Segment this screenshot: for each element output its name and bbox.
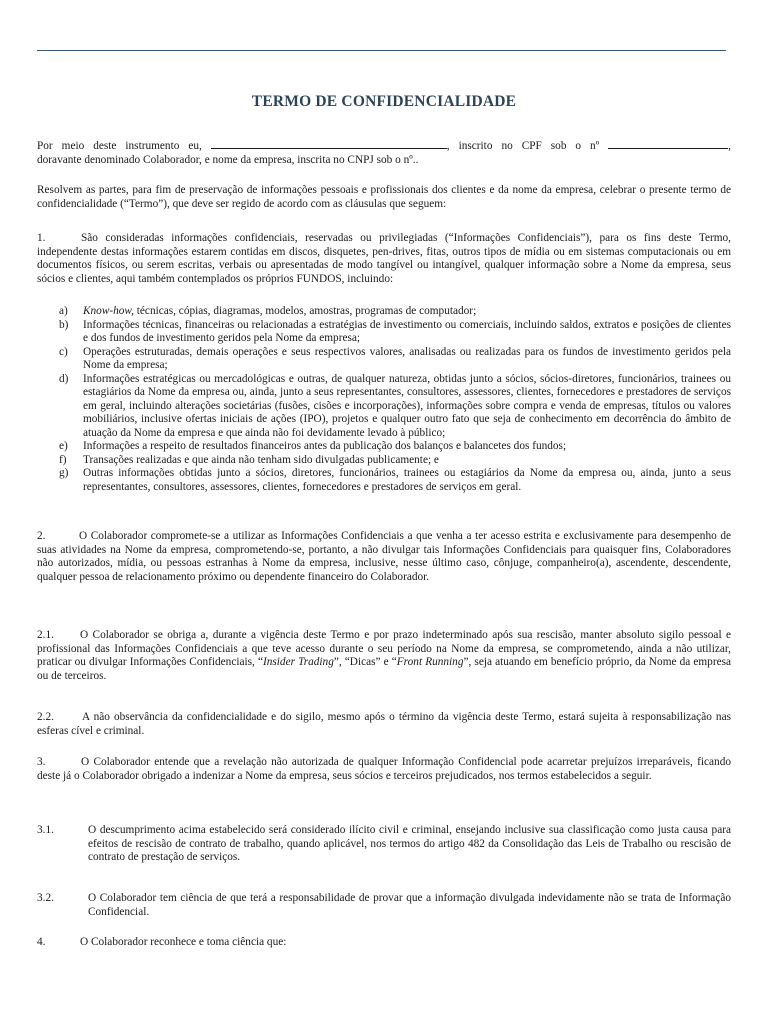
list-text-a: técnicas, cópias, diagramas, modelos, amostras, programas de computador;: [133, 305, 477, 317]
clause-4-text: O Colaborador reconhece e toma ciência que:: [80, 936, 287, 948]
list-marker-e: e): [59, 440, 68, 452]
clause-2-2: [37, 711, 731, 738]
clause-3-1-text: O descumprimento acima estabelecido será considerado ilícito civil e criminal, ensejando inclusive sua classificação como justa causa para efeitos de rescisão de contrato de trabalho, quando aplicável, nos termos do artigo 482 da Consolidação das Leis de Trabalho ou rescisão de contrato de prestação de serviços.: [88, 824, 731, 863]
clause-3: [37, 756, 731, 783]
clause-3-2-text: O Colaborador tem ciência de que terá a responsabilidade de provar que a informação divulgada indevidamente não se trata de Informação Confidencial.: [88, 892, 731, 918]
front-running-italic: Front Running: [396, 656, 464, 668]
intro-text-c: ,: [728, 140, 731, 152]
intro-text-b: , inscrito no CPF sob o nº: [446, 140, 600, 152]
clause-2-2-number: 2.2.: [37, 711, 54, 723]
list-text-c: Operações estruturadas, demais operações e seus respectivos valores, analisadas ou realizadas para os fundos de investimento geridos pela Nome da empresa;: [83, 345, 731, 371]
insider-trading-italic: Insider Trading: [262, 656, 334, 668]
clause-2-1-text: [37, 629, 731, 683]
list-item-c: [59, 346, 731, 373]
clause-3-1: [37, 824, 731, 865]
list-marker-g: g): [59, 467, 69, 479]
clause-2-2-text: A não observância da confidencialidade e do sigilo, mesmo após o término da vigência deste Termo, estará sujeita à responsabilização nas esferas cível e criminal.: [37, 711, 731, 737]
list-item-e: [59, 440, 731, 454]
list-marker-d: d): [59, 372, 69, 385]
list-item-a: [59, 305, 731, 319]
clause-4: [37, 936, 731, 950]
clause-4-number: 4.: [37, 936, 46, 948]
clause-2: [37, 530, 731, 584]
list-item-f: [59, 454, 731, 468]
clause-2-1-text-c: ”, seja atuando em benefício próprio, da Nome da empresa ou de terceiros.: [37, 656, 731, 682]
clause-2-1-text-a: O Colaborador se obriga a, durante a vigência deste Termo e por prazo indeterminado após sua rescisão, manter absoluto sigilo pessoal e profissional das Informações Confidenciais a que teve acesso durante o seu período na Nome da empresa, se comprometendo, ainda a não utilizar, praticar ou divulgar Informações Confidenciais, “: [37, 629, 731, 668]
list-text-b: Informações técnicas, financeiras ou relacionadas a estratégias de investimento ou comerciais, incluindo saldos, extratos e posições de clientes e dos fundos de investimento geridos pela Nome da empresa;: [83, 318, 731, 344]
intro-paragraph: [37, 138, 731, 167]
clause-1: [37, 232, 731, 286]
list-text-d: Informações estratégicas ou mercadológicas e outras, de qualquer natureza, obtidas junto a sócios, sócios-diretores, funcionários, trainees ou estagiários da Nome da empresa ou, ainda, junto a seus representantes, consultores, assessores, clientes, fornecedores e prestadores de serviços em geral, incluindo alterações societárias (fusões, cisões e incorporações), informações sobre compra e venda de empresas, títulos ou valores mobiliários, inclusive ofertas iniciais de ações (IPO), projetos e qualquer outro fato que seja de conhecimento em decorrência do âmbito de atuação da Nome da empresa e que ainda não foi devidamente levado à público;: [83, 372, 731, 439]
document-title: TERMO DE CONFIDENCIALIDADE: [251, 93, 517, 110]
intro-text-a: Por meio deste instrumento eu,: [37, 140, 202, 152]
list-marker-a: a): [59, 305, 68, 317]
clause-3-text: O Colaborador entende que a revelação não autorizada de qualquer Informação Confidencial pode acarretar prejuízos irreparáveis, ficando deste já o Colaborador obrigado a indenizar a Nome da empresa, seus sócios e terceiros prejudicados, nos termos estabelecidos a seguir.: [37, 756, 731, 782]
list-item-d: [59, 373, 731, 441]
list-text-e: Informações a respeito de resultados financeiros antes da publicação dos balanços e balancetes dos fundos;: [83, 440, 567, 452]
list-text-f: Transações realizadas e que ainda não tenham sido divulgadas publicamente; e: [83, 453, 439, 466]
clause-1-number: 1.: [37, 232, 46, 244]
clause-2-1-number: 2.1.: [37, 629, 54, 641]
list-item-b: [59, 319, 731, 346]
clause-3-1-number: 3.1.: [37, 824, 54, 836]
list-item-g: [59, 467, 731, 494]
clause-1-text: São consideradas informações confidenciais, reservadas ou privilegiadas (“Informações Confidenciais”), para os fins deste Termo, independente destas informações estarem contidas em discos, disquetes, pen-drives, fitas, outros tipos de mídia ou em sistemas computacionais ou em documentos físicos, ou serem escritas, verbais ou apresentadas de modo tangível ou intangível, qualquer informação sobre a Nome da empresa, seus sócios e clientes, aqui também contemplados os próprios FUNDOS, incluindo:: [37, 232, 731, 285]
list-marker-f: f): [59, 453, 67, 466]
name-blank-field: [211, 138, 447, 149]
cpf-blank-field: [608, 138, 728, 149]
header-rule: [37, 50, 726, 51]
clause-2-number: 2.: [37, 530, 46, 542]
clause-3-number: 3.: [37, 756, 46, 768]
clause-2-1: [37, 629, 731, 683]
parties-paragraph: Resolvem as partes, para fim de preservação de informações pessoais e profissionais dos clientes e da nome da empresa, celebrar o presente termo de confidencialidade (“Termo”), que deve ser regido de acordo com as cláusulas que seguem:: [37, 184, 731, 210]
know-how-italic: Know-how,: [83, 305, 134, 317]
list-text-g: Outras informações obtidas junto a sócios, diretores, funcionários, trainees ou estagiários da Nome da empresa ou, ainda, junto a seus representantes, consultores, assessores, clientes, fornecedores e prestadores de serviços em geral.: [83, 467, 731, 493]
confidential-info-list: [59, 305, 731, 494]
list-marker-b: b): [59, 318, 69, 331]
list-marker-c: c): [59, 345, 68, 358]
clause-3-2: [37, 892, 731, 919]
clause-2-text: O Colaborador compromete-se a utilizar as Informações Confidenciais a que venha a ter acesso estrita e exclusivamente para desempenho de suas atividades na Nome da empresa, comprometendo-se, portanto, a não divulgar tais Informações Confidenciais para quaisquer fins, Colaboradores não autorizados, mídia, ou pessoas estranhas à Nome da empresa, inclusive, nesse último caso, cônjuge, companheiro(a), ascendente, descendente, qualquer pessoa de relacionamento próximo ou dependente financeiro do Colaborador.: [37, 530, 731, 583]
clause-3-2-number: 3.2.: [37, 892, 54, 904]
intro-line-2: doravante denominado Colaborador, e nome da empresa, inscrita no CNPJ sob o nº..: [37, 153, 419, 166]
clause-2-1-text-b: ”, “Dicas” e “: [333, 656, 397, 668]
